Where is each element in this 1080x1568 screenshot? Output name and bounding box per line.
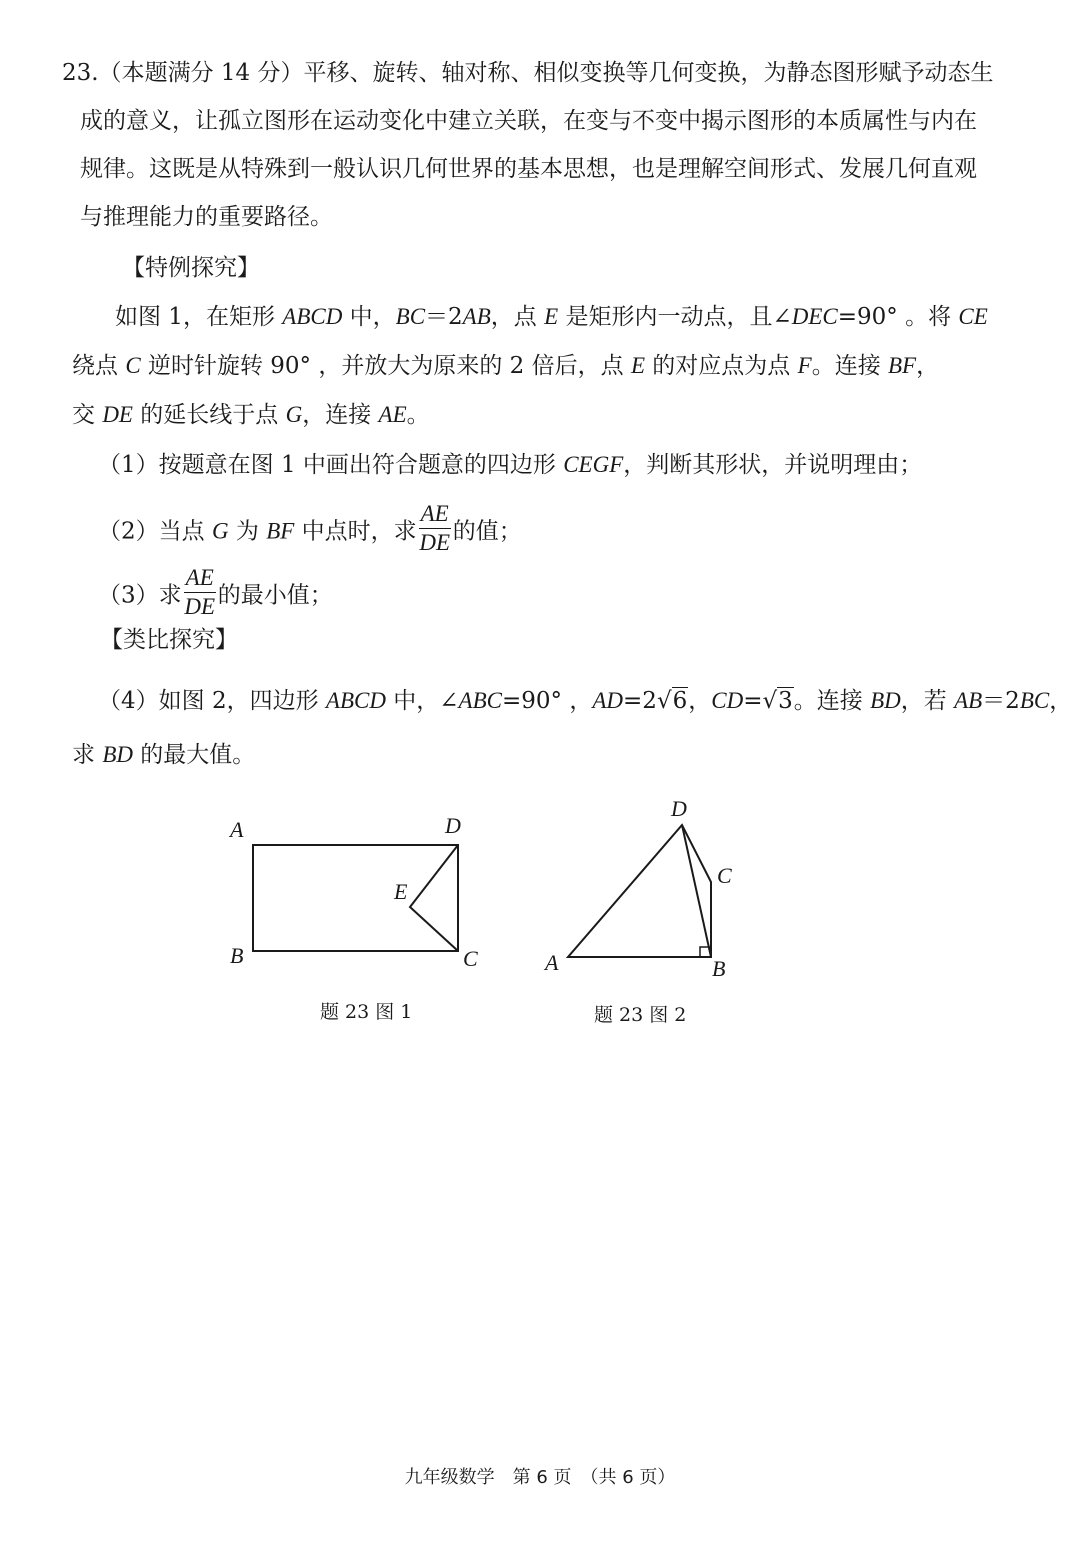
fraction-ae-over-de: $\frac{AE}{DE}$ [184, 565, 216, 619]
rectangle-abcd [253, 845, 458, 951]
quadrilateral-abcd [568, 825, 711, 957]
point-label-a: A [230, 817, 244, 842]
sub-question-2: （2）当点 G 为 BF 中点时，求 $\frac{AE}{DE}$ 的值； [98, 501, 522, 555]
sub-question-1: （1）按题意在图 1 中画出符合题意的四边形 CEGF，判断其形状，并说明理由； [98, 452, 923, 478]
page-footer: 九年级数学 第 6 页 （共 6 页） [404, 1467, 676, 1488]
special-case-para-line1: 如图 1，在矩形 ABCD 中，BC＝2AB，点 E 是矩形内一动点，且∠DEC=90° 。将 CE [115, 304, 988, 330]
point-label-e: E [394, 879, 408, 904]
special-case-para-line3: 交 DE 的延长线于点 G，连接 AE。 [72, 402, 430, 428]
special-case-heading: 【特例探究】 [122, 255, 260, 281]
question-intro-line1: 23.（本题满分 14 分）平移、旋转、轴对称、相似变换等几何变换，为静态图形赋予动态生 [62, 60, 994, 86]
special-case-para-line2: 绕点 C 逆时针旋转 90° ，并放大为原来的 2 倍后，点 E 的对应点为点 F。连接 BF， [72, 353, 940, 379]
figure-2-caption: 题 23 图 2 [594, 1004, 687, 1026]
sub-question-3: （3）求 $\frac{AE}{DE}$ 的最小值； [98, 565, 333, 619]
segments-de-ec [410, 845, 458, 951]
figure-1-caption: 题 23 图 1 [320, 1001, 413, 1023]
question-intro-line2: 成的意义，让孤立图形在运动变化中建立关联，在变与不变中揭示图形的本质属性与内在 [80, 108, 977, 134]
fraction-ae-over-de: $\frac{AE}{DE}$ [419, 501, 451, 555]
question-intro-line3: 规律。这既是从特殊到一般认识几何世界的基本思想，也是理解空间形式、发展几何直观 [80, 156, 977, 182]
sqrt-6: √6 [656, 688, 688, 714]
figure-2-diagram [535, 790, 750, 990]
point-label-b: B [712, 956, 726, 981]
sub-question-4-line1: （4）如图 2，四边形 ABCD 中，∠ABC=90° ，AD=2√6，CD=√3。连接 BD，若 AB＝2BC， [98, 688, 1073, 714]
point-label-d: D [671, 796, 687, 821]
sub-question-4-line2: 求 BD 的最大值。 [72, 742, 256, 768]
point-label-a: A [545, 950, 559, 975]
segment-bd [682, 825, 711, 957]
question-intro-line4: 与推理能力的重要路径。 [80, 204, 333, 230]
point-label-c: C [717, 863, 732, 888]
point-label-c: C [463, 946, 478, 971]
point-label-d: D [445, 813, 461, 838]
point-label-b: B [230, 943, 244, 968]
sqrt-3: √3 [762, 688, 793, 714]
figure-1-diagram [220, 800, 500, 980]
analogy-heading: 【类比探究】 [100, 627, 238, 653]
